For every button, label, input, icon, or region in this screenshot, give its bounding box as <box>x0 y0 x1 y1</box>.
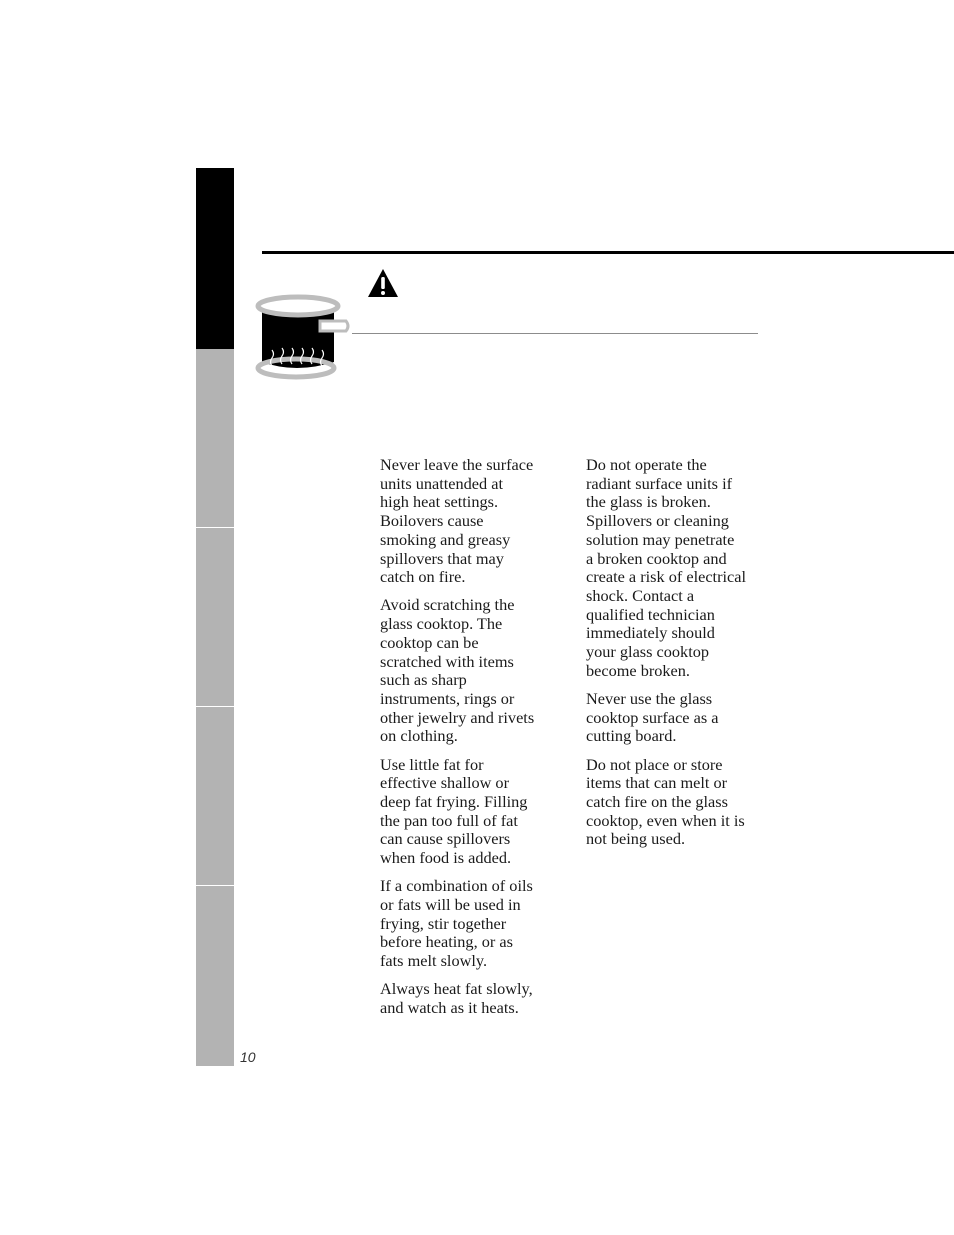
paragraph: Use little fat for effective shallow or deep fat frying. Filling the pan too full of fat can cause spillovers when food is added. <box>380 754 528 868</box>
paragraph: Always heat fat slowly, and watch as it heats. <box>380 979 533 1017</box>
warning-triangle-icon <box>367 268 399 298</box>
tab-divider <box>196 527 234 528</box>
side-tab-5 <box>196 886 234 1066</box>
side-tab-4 <box>196 707 234 885</box>
header-rule <box>262 251 954 254</box>
tab-divider <box>196 885 234 886</box>
side-tab-active <box>196 168 234 349</box>
paragraph: Never use the glass cooktop surface as a cutting board. <box>586 688 719 746</box>
side-tab-3 <box>196 528 234 706</box>
paragraph: Do not place or store items that can melt or catch fire on the glass cooktop, even when it is not being used. <box>586 754 745 849</box>
boiling-pot-icon <box>254 290 352 382</box>
side-tab-2 <box>196 349 234 527</box>
paragraph: Never leave the surface units unattended at high heat settings. Boilovers cause smoking and greasy spillovers that may catch on fire. <box>380 455 534 587</box>
tab-divider <box>196 706 234 707</box>
paragraph: Do not operate the radiant surface units if the glass is broken. Spillovers or cleaning solution may penetrate a broken cooktop and create a risk of electrical shock. Contact a qualified technician immediately should your glass cooktop become broken. <box>586 455 746 680</box>
left-column <box>380 456 552 1027</box>
right-column <box>586 456 762 859</box>
paragraph: If a combination of oils or fats will be used in frying, stir together before heating, or as fats melt slowly. <box>380 876 533 971</box>
paragraph: Avoid scratching the glass cooktop. The cooktop can be scratched with items such as sharp instruments, rings or other jewelry and rivets on clothing. <box>380 595 535 746</box>
section-rule <box>352 333 758 334</box>
page-number: 10 <box>240 1049 256 1065</box>
